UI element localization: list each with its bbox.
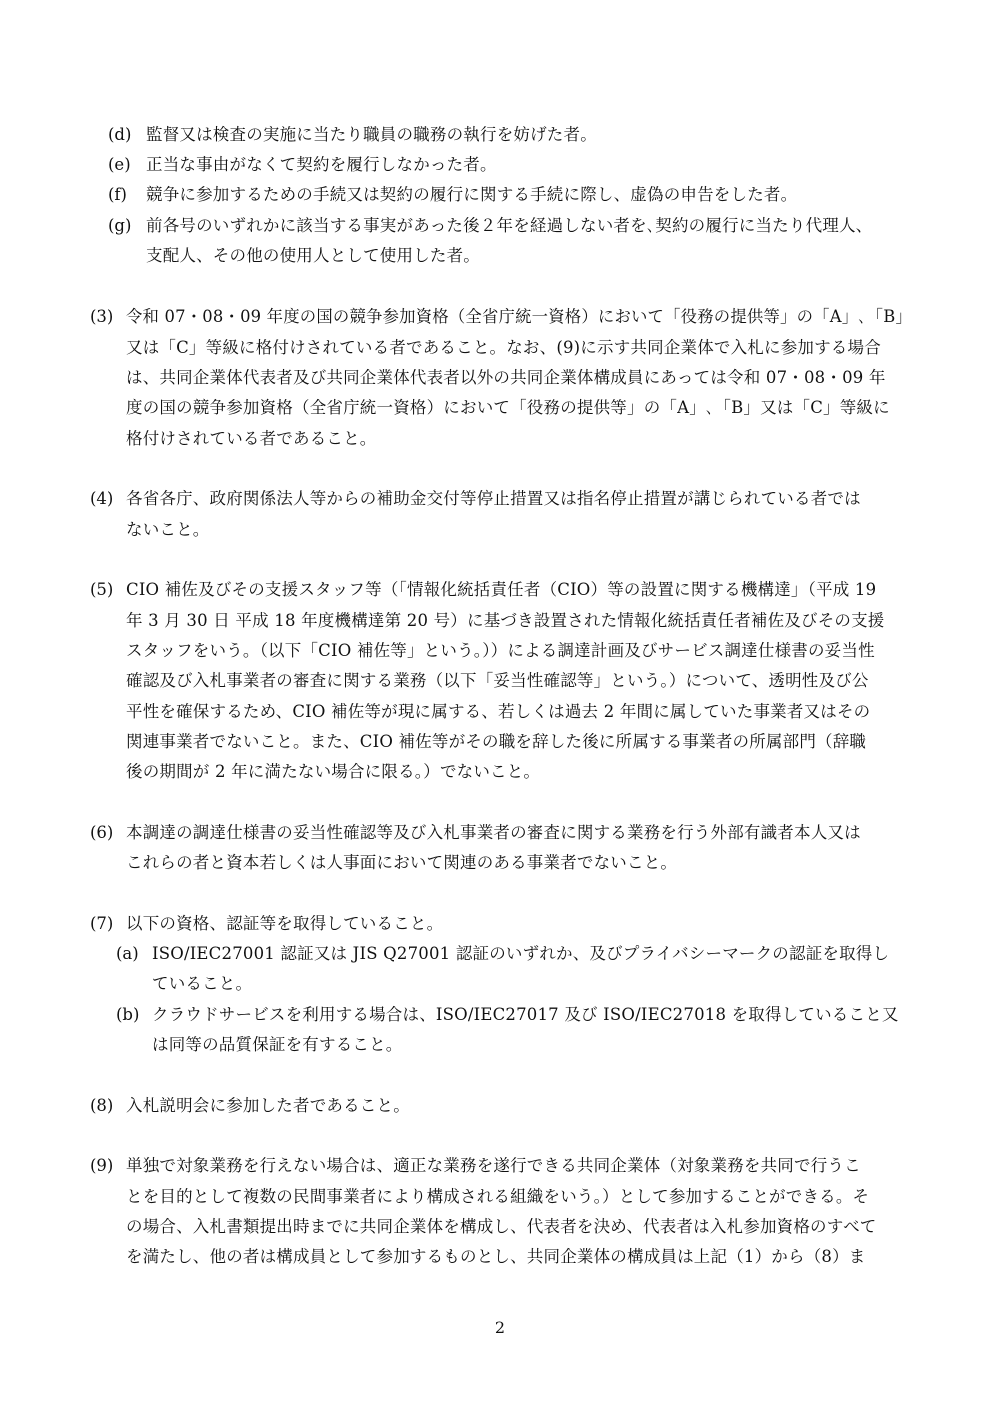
item-6-line-2: これらの者と資本若しくは人事面において関連のある事業者でないこと。 bbox=[126, 853, 678, 872]
sub-item-7a-label: (a) bbox=[116, 944, 139, 963]
item-4-line-2: ないこと。 bbox=[126, 520, 210, 539]
item-4-label: (4) bbox=[90, 489, 114, 508]
item-3-label: (3) bbox=[90, 307, 114, 326]
sub-item-e-line-1: 正当な事由がなくて契約を履行しなかった者。 bbox=[146, 155, 497, 174]
sub-item-g-line-1: 前各号のいずれかに該当する事実があった後２年を経過しない者を､契約の履行に当たり代理人、 bbox=[146, 216, 873, 235]
sub-item-d-line-1: 監督又は検査の実施に当たり職員の職務の執行を妨げた者。 bbox=[146, 125, 597, 144]
item-9-line-4: を満たし、他の者は構成員として参加するものとし、共同企業体の構成員は上記（1）から（8）ま bbox=[126, 1247, 866, 1266]
sub-item-g-label: (g) bbox=[108, 216, 132, 235]
item-5-line-3: スタッフをいう。（以下「CIO 補佐等」という。））による調達計画及びサービス調達仕様書の妥当性 bbox=[126, 641, 875, 660]
sub-item-7b-line-2: は同等の品質保証を有すること。 bbox=[152, 1035, 403, 1054]
item-9-line-1: 単独で対象業務を行えない場合は、適正な業務を遂行できる共同企業体（対象業務を共同で行うこ bbox=[126, 1156, 861, 1175]
page-number: 2 bbox=[494, 1318, 506, 1337]
item-3-line-2: 又は「C」等級に格付けされている者であること。なお、(9)に示す共同企業体で入札に参加する場合 bbox=[126, 338, 881, 357]
sub-item-e-label: (e) bbox=[108, 155, 131, 174]
item-6-label: (6) bbox=[90, 823, 114, 842]
item-5-line-6: 関連事業者でないこと。また、CIO 補佐等がその職を辞した後に所属する事業者の所属部門（辞職 bbox=[126, 732, 867, 751]
item-6-line-1: 本調達の調達仕様書の妥当性確認等及び入札事業者の審査に関する業務を行う外部有識者本人又は bbox=[126, 823, 861, 842]
sub-item-7b-line-1: クラウドサービスを利用する場合は、ISO/IEC27017 及び ISO/IEC27018 を取得していること又 bbox=[152, 1005, 899, 1024]
item-9-label: (9) bbox=[90, 1156, 114, 1175]
sub-item-d-label: (d) bbox=[108, 125, 132, 144]
item-5-line-5: 平性を確保するため、CIO 補佐等が現に属する、若しくは過去 2 年間に属していた事業者又はその bbox=[126, 702, 871, 721]
item-7-label: (7) bbox=[90, 914, 114, 933]
sub-item-f-label: (f) bbox=[108, 185, 127, 204]
sub-item-g-line-2: 支配人、その他の使用人として使用した者。 bbox=[146, 246, 480, 265]
item-9-line-2: とを目的として複数の民間事業者により構成される組織をいう。）として参加することができる。そ bbox=[126, 1187, 870, 1206]
item-3-line-4: 度の国の競争参加資格（全省庁統一資格）において「役務の提供等」の「A」､「B」又は「C」等級に bbox=[126, 398, 890, 417]
item-7-line-1: 以下の資格、認証等を取得していること。 bbox=[126, 914, 444, 933]
sub-item-7b-label: (b) bbox=[116, 1005, 140, 1024]
sub-item-7a-line-2: ていること。 bbox=[152, 974, 253, 993]
item-8-label: (8) bbox=[90, 1096, 114, 1115]
item-5-line-4: 確認及び入札事業者の審査に関する業務（以下「妥当性確認等」という。）について、透明性及び公 bbox=[126, 671, 869, 690]
item-8-line-1: 入札説明会に参加した者であること。 bbox=[126, 1096, 410, 1115]
item-3-line-5: 格付けされている者であること。 bbox=[126, 429, 377, 448]
item-9-line-3: の場合、入札書類提出時までに共同企業体を構成し、代表者を決め、代表者は入札参加資格のすべて bbox=[126, 1217, 877, 1236]
item-5-line-2: 年 3 月 30 日 平成 18 年度機構達第 20 号）に基づき設置された情報化統括責任者補佐及びその支援 bbox=[126, 611, 885, 630]
sub-item-f-line-1: 競争に参加するための手続又は契約の履行に関する手続に際し、虚偽の申告をした者。 bbox=[146, 185, 798, 204]
item-3-line-3: は、共同企業体代表者及び共同企業体代表者以外の共同企業体構成員にあっては令和 07・08・09 年 bbox=[126, 368, 886, 387]
item-3-line-1: 令和 07・08・09 年度の国の競争参加資格（全省庁統一資格）において「役務の提供等」の「A」､「B」 bbox=[126, 307, 913, 326]
item-5-label: (5) bbox=[90, 580, 114, 599]
item-5-line-7: 後の期間が 2 年に満たない場合に限る。）でないこと。 bbox=[126, 762, 541, 781]
item-4-line-1: 各省各庁、政府関係法人等からの補助金交付等停止措置又は指名停止措置が講じられている者では bbox=[126, 489, 861, 508]
item-5-line-1: CIO 補佐及びその支援スタッフ等（「情報化統括責任者（CIO）等の設置に関する機構達」（平成 19 bbox=[126, 580, 877, 599]
sub-item-7a-line-1: ISO/IEC27001 認証又は JIS Q27001 認証のいずれか、及びプライバシーマークの認証を取得し bbox=[152, 944, 890, 963]
